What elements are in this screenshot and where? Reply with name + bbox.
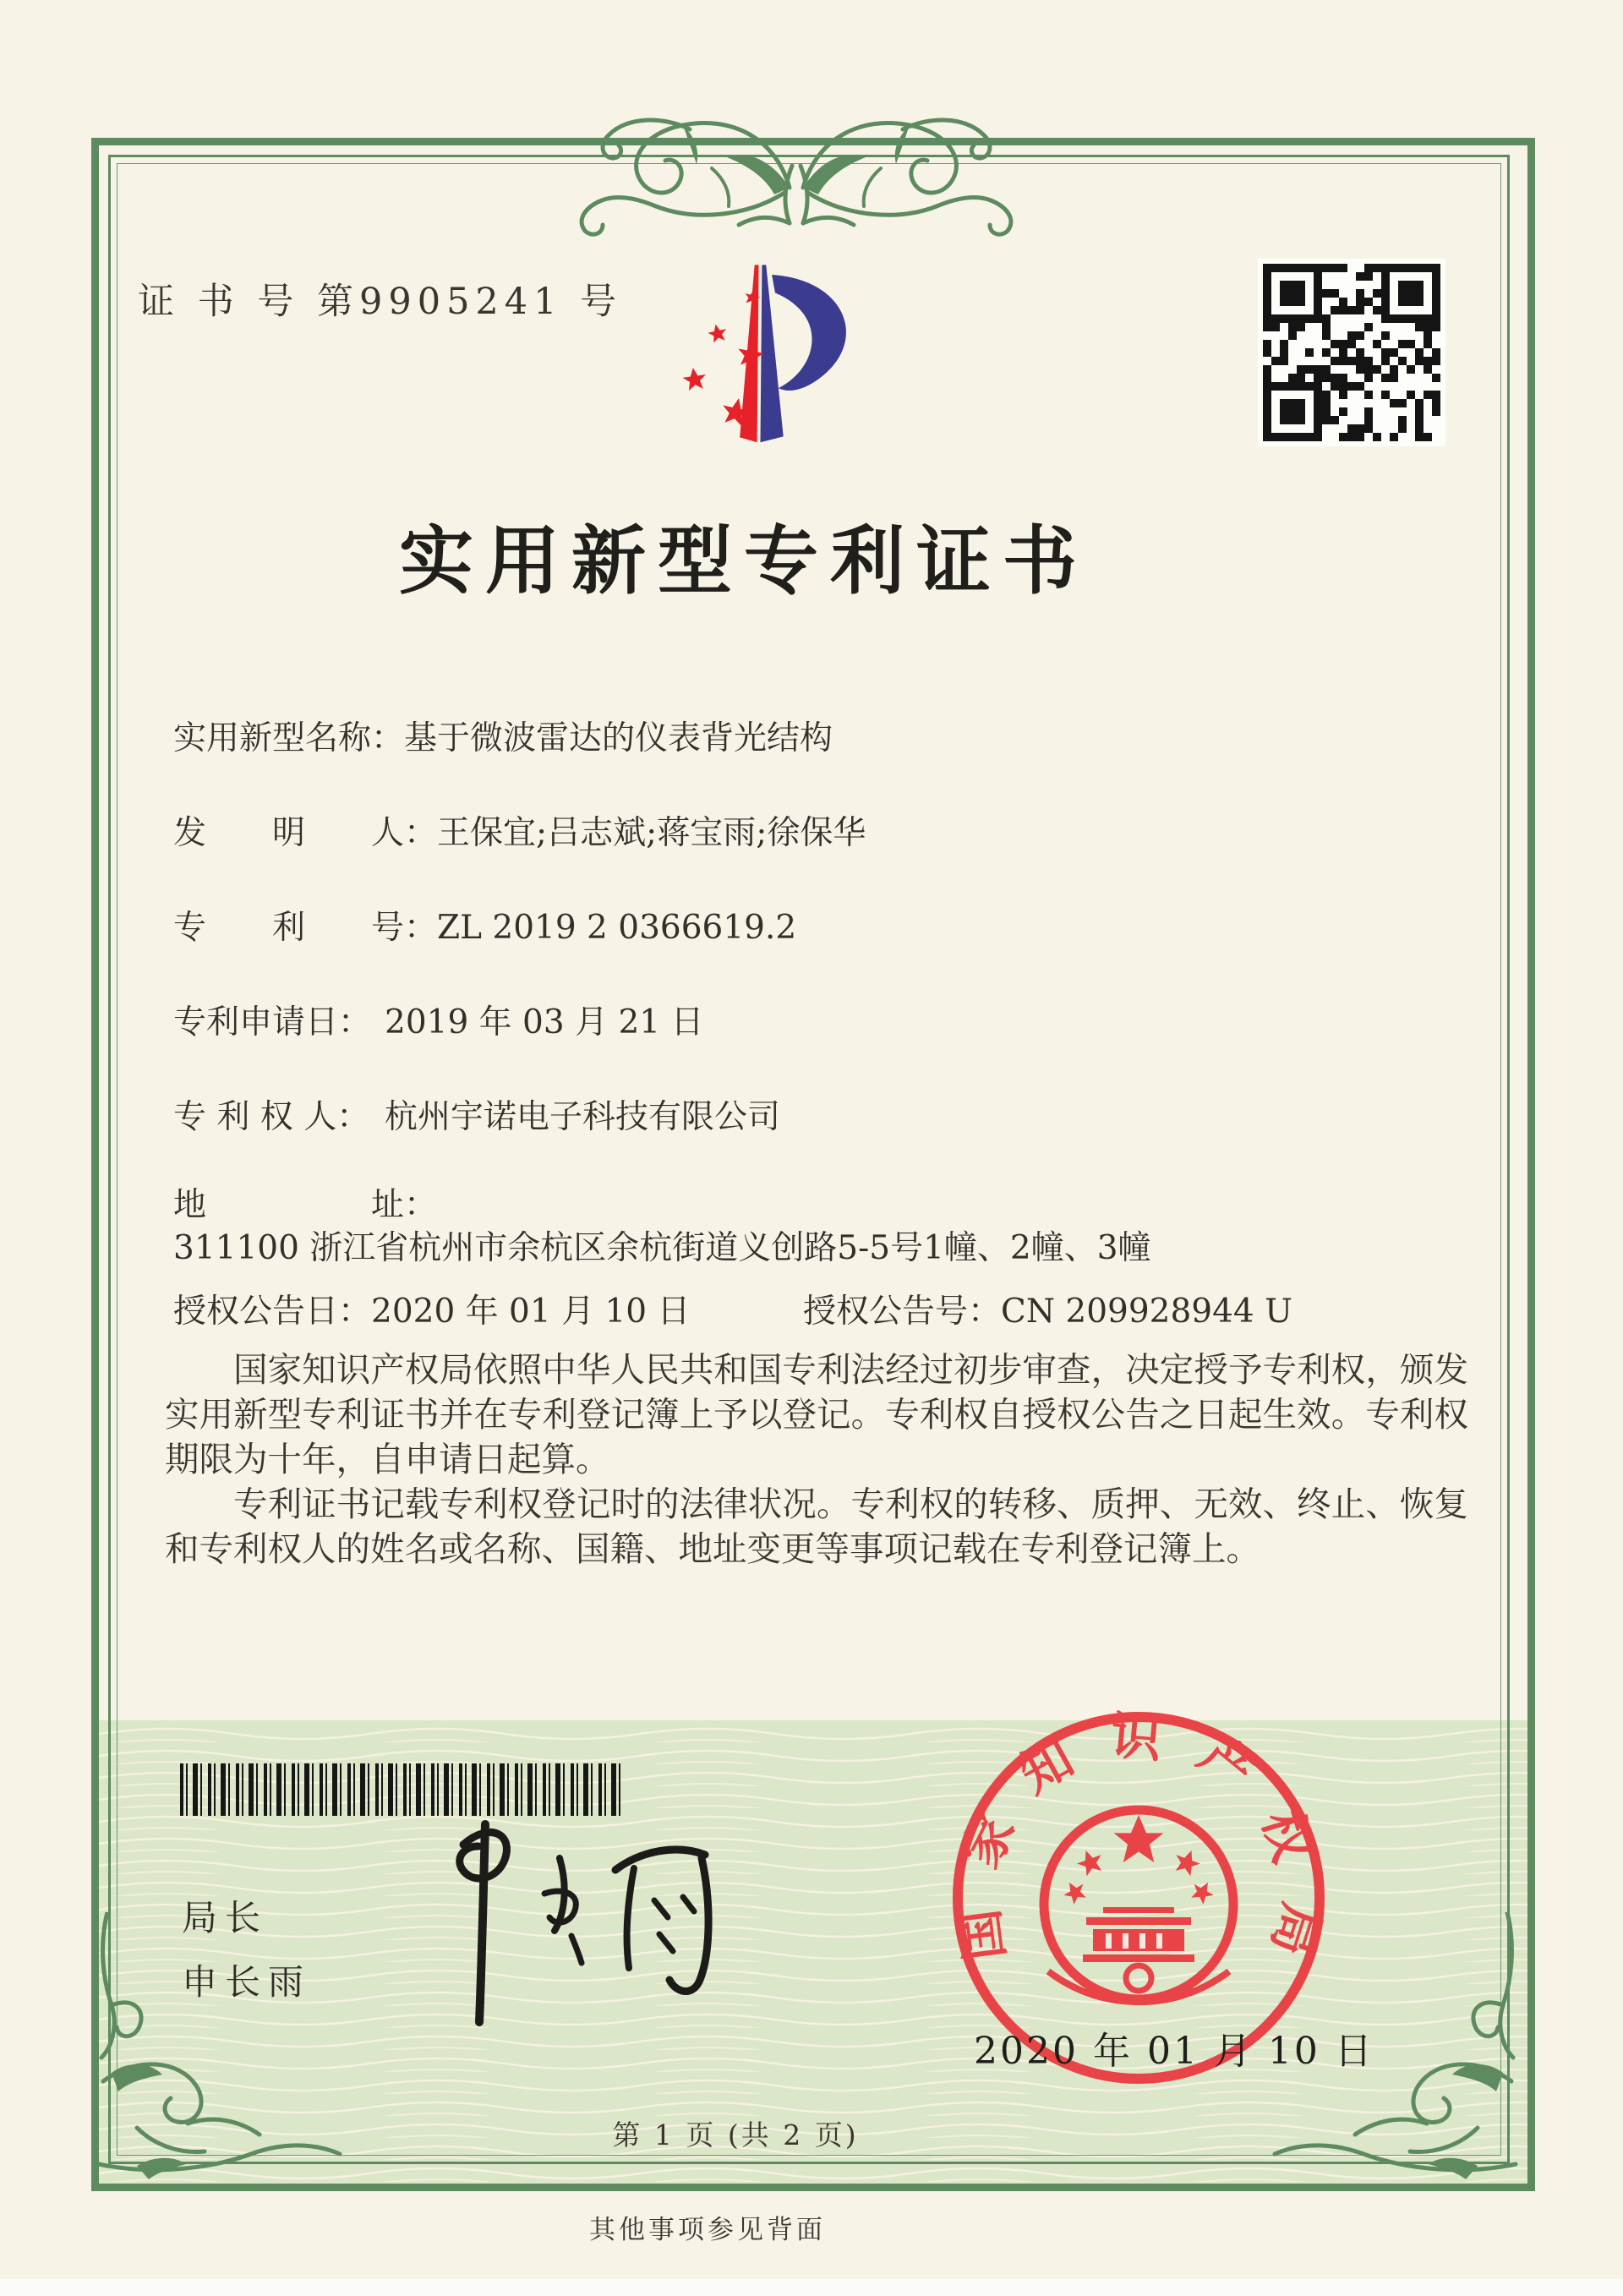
- body-paragraph: 国家知识产权局依照中华人民共和国专利法经过初步审查，决定授予专利权，颁发实用新型专利证书并在专利登记簿上予以登记。专利权自授权公告之日起生效。专利权期限为十年，自申请日起算。: [165, 1349, 1468, 1479]
- field-row-filing-date: [173, 1001, 1467, 1044]
- field-row-inventors: [173, 812, 1467, 855]
- certificate-number: 证 书 号 第9905241 号: [138, 281, 623, 323]
- field-label: 专 利 权 人：: [173, 1098, 370, 1136]
- field-row-patent-number: [173, 906, 1467, 949]
- field-label: 地 址：: [173, 1186, 438, 1224]
- director-name: 申长雨: [182, 1961, 312, 2003]
- field-label: 专利申请日：: [173, 1003, 372, 1041]
- field-row-name: [173, 717, 1467, 760]
- back-note: 其他事项参见背面: [589, 2215, 826, 2245]
- seal-date: 2020 年 01 月 10 日: [974, 2030, 1374, 2073]
- field-row-address: [173, 1184, 1467, 1271]
- field-label: 实用新型名称：: [173, 719, 405, 757]
- grant-number-label: 授权公告号：: [803, 1293, 1002, 1331]
- grant-date-value: 2020 年 01 月 10 日: [371, 1293, 691, 1331]
- field-row-patentee: [173, 1096, 1467, 1139]
- body-paragraph: 专利证书记载专利权登记时的法律状况。专利权的转移、质押、无效、终止、恢复和专利权人的姓名或名称、国籍、地址变更等事项记载在专利登记簿上。: [165, 1484, 1468, 1569]
- field-value: ZL 2019 2 0366619.2: [437, 909, 797, 947]
- director-title: 局长: [182, 1897, 269, 1938]
- seal-text: 国家知识产权局: [946, 1706, 1331, 1996]
- field-value: 311100 浙江省杭州市余杭区余杭街道义创路5-5号1幢、2幢、3幢: [173, 1229, 1151, 1268]
- page-title: 实用新型专利证书: [398, 517, 1089, 604]
- grant-date-label: 授权公告日：: [173, 1293, 372, 1331]
- seal-emblem-icon: [1044, 1810, 1233, 2002]
- grant-number-value: CN 209928944 U: [1001, 1293, 1292, 1331]
- field-value: 基于微波雷达的仪表背光结构: [404, 719, 833, 757]
- page-number: 第 1 页 (共 2 页): [612, 2118, 859, 2151]
- legal-text: [165, 1348, 1468, 1572]
- top-ornament-icon: [517, 88, 1075, 249]
- cnipa-logo-icon: [655, 247, 951, 477]
- field-label: 发 明 人：: [173, 814, 438, 852]
- field-label: 专 利 号：: [173, 909, 438, 947]
- field-value: 杭州宇诺电子科技有限公司: [385, 1098, 781, 1136]
- qr-code: [1258, 259, 1445, 446]
- barcode: [180, 1763, 626, 1816]
- scan-edge: [0, 2279, 1623, 2296]
- grant-row: [173, 1290, 1467, 1333]
- signature-drawing: [363, 1809, 786, 2054]
- field-value: 2019 年 03 月 21 日: [385, 1003, 704, 1041]
- field-value: 王保宜;吕志斌;蒋宝雨;徐保华: [437, 814, 866, 852]
